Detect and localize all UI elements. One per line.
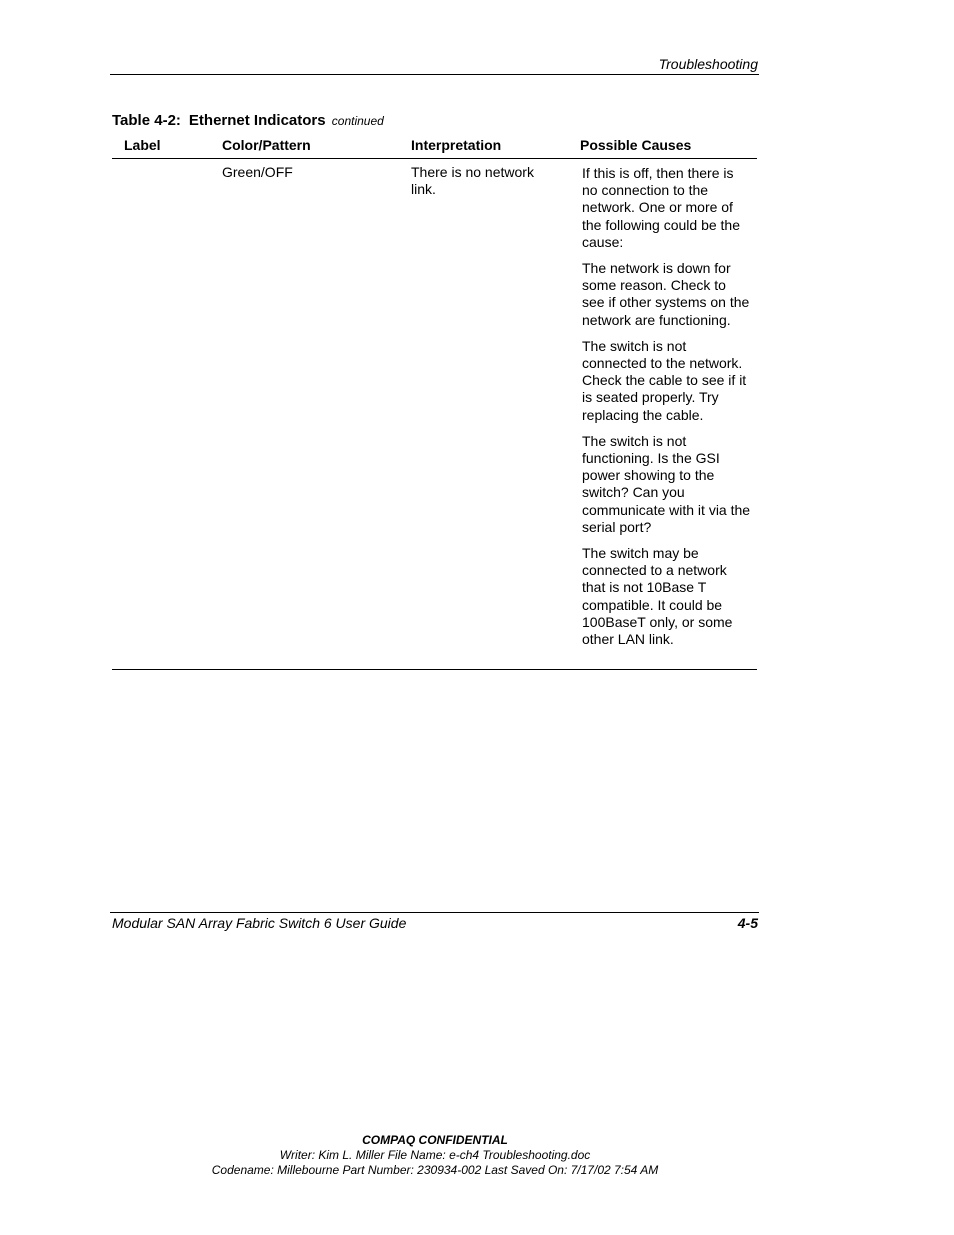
table-caption — [112, 112, 384, 129]
table-header-rule — [112, 158, 757, 159]
table-bottom-rule — [112, 669, 757, 670]
cause-paragraph: The switch is not functioning. Is the GSI power showing to the switch? Can you communicate with it via the serial port? — [582, 432, 751, 535]
codename-line: Codename: Millebourne Part Number: 230934-002 Last Saved On: 7/17/02 7:54 AM — [211, 1163, 659, 1177]
header-rule — [110, 74, 759, 75]
confidential-label: COMPAQ CONFIDENTIAL — [362, 1133, 508, 1147]
column-header-color-pattern: Color/Pattern — [222, 137, 311, 153]
cell-interpretation: There is no network link. — [411, 164, 534, 198]
footer-page-number: 4-5 — [737, 915, 758, 931]
cause-paragraph: The network is down for some reason. Check to see if other systems on the network are functioning. — [582, 260, 750, 328]
confidential-block — [0, 1133, 870, 1178]
footer-rule — [110, 912, 759, 913]
column-header-label: Label — [124, 137, 161, 153]
cause-paragraph: The switch may be connected to a network that is not 10Base T compatible. It could be 100BaseT only, or some other LAN link. — [582, 545, 733, 648]
table-number: Table 4-2: — [112, 112, 181, 129]
cause-paragraph: If this is off, then there is no connection to the network. One or more of the following could be the cause: — [582, 165, 740, 250]
footer-book-title: Modular SAN Array Fabric Switch 6 User Guide — [112, 915, 407, 931]
cell-color-pattern: Green/OFF — [222, 164, 293, 180]
table-continued-note: continued — [331, 114, 384, 128]
running-header: Troubleshooting — [658, 56, 758, 72]
column-header-possible-causes: Possible Causes — [580, 137, 692, 153]
cause-paragraph: The switch is not connected to the network. Check the cable to see if it is seated properly. Try replacing the cable. — [582, 337, 747, 423]
column-header-interpretation: Interpretation — [411, 137, 502, 153]
cell-possible-causes — [582, 165, 752, 657]
writer-file-line: Writer: Kim L. Miller File Name: e-ch4 Troubleshooting.doc — [279, 1148, 591, 1162]
table-title: Ethernet Indicators — [188, 112, 326, 129]
